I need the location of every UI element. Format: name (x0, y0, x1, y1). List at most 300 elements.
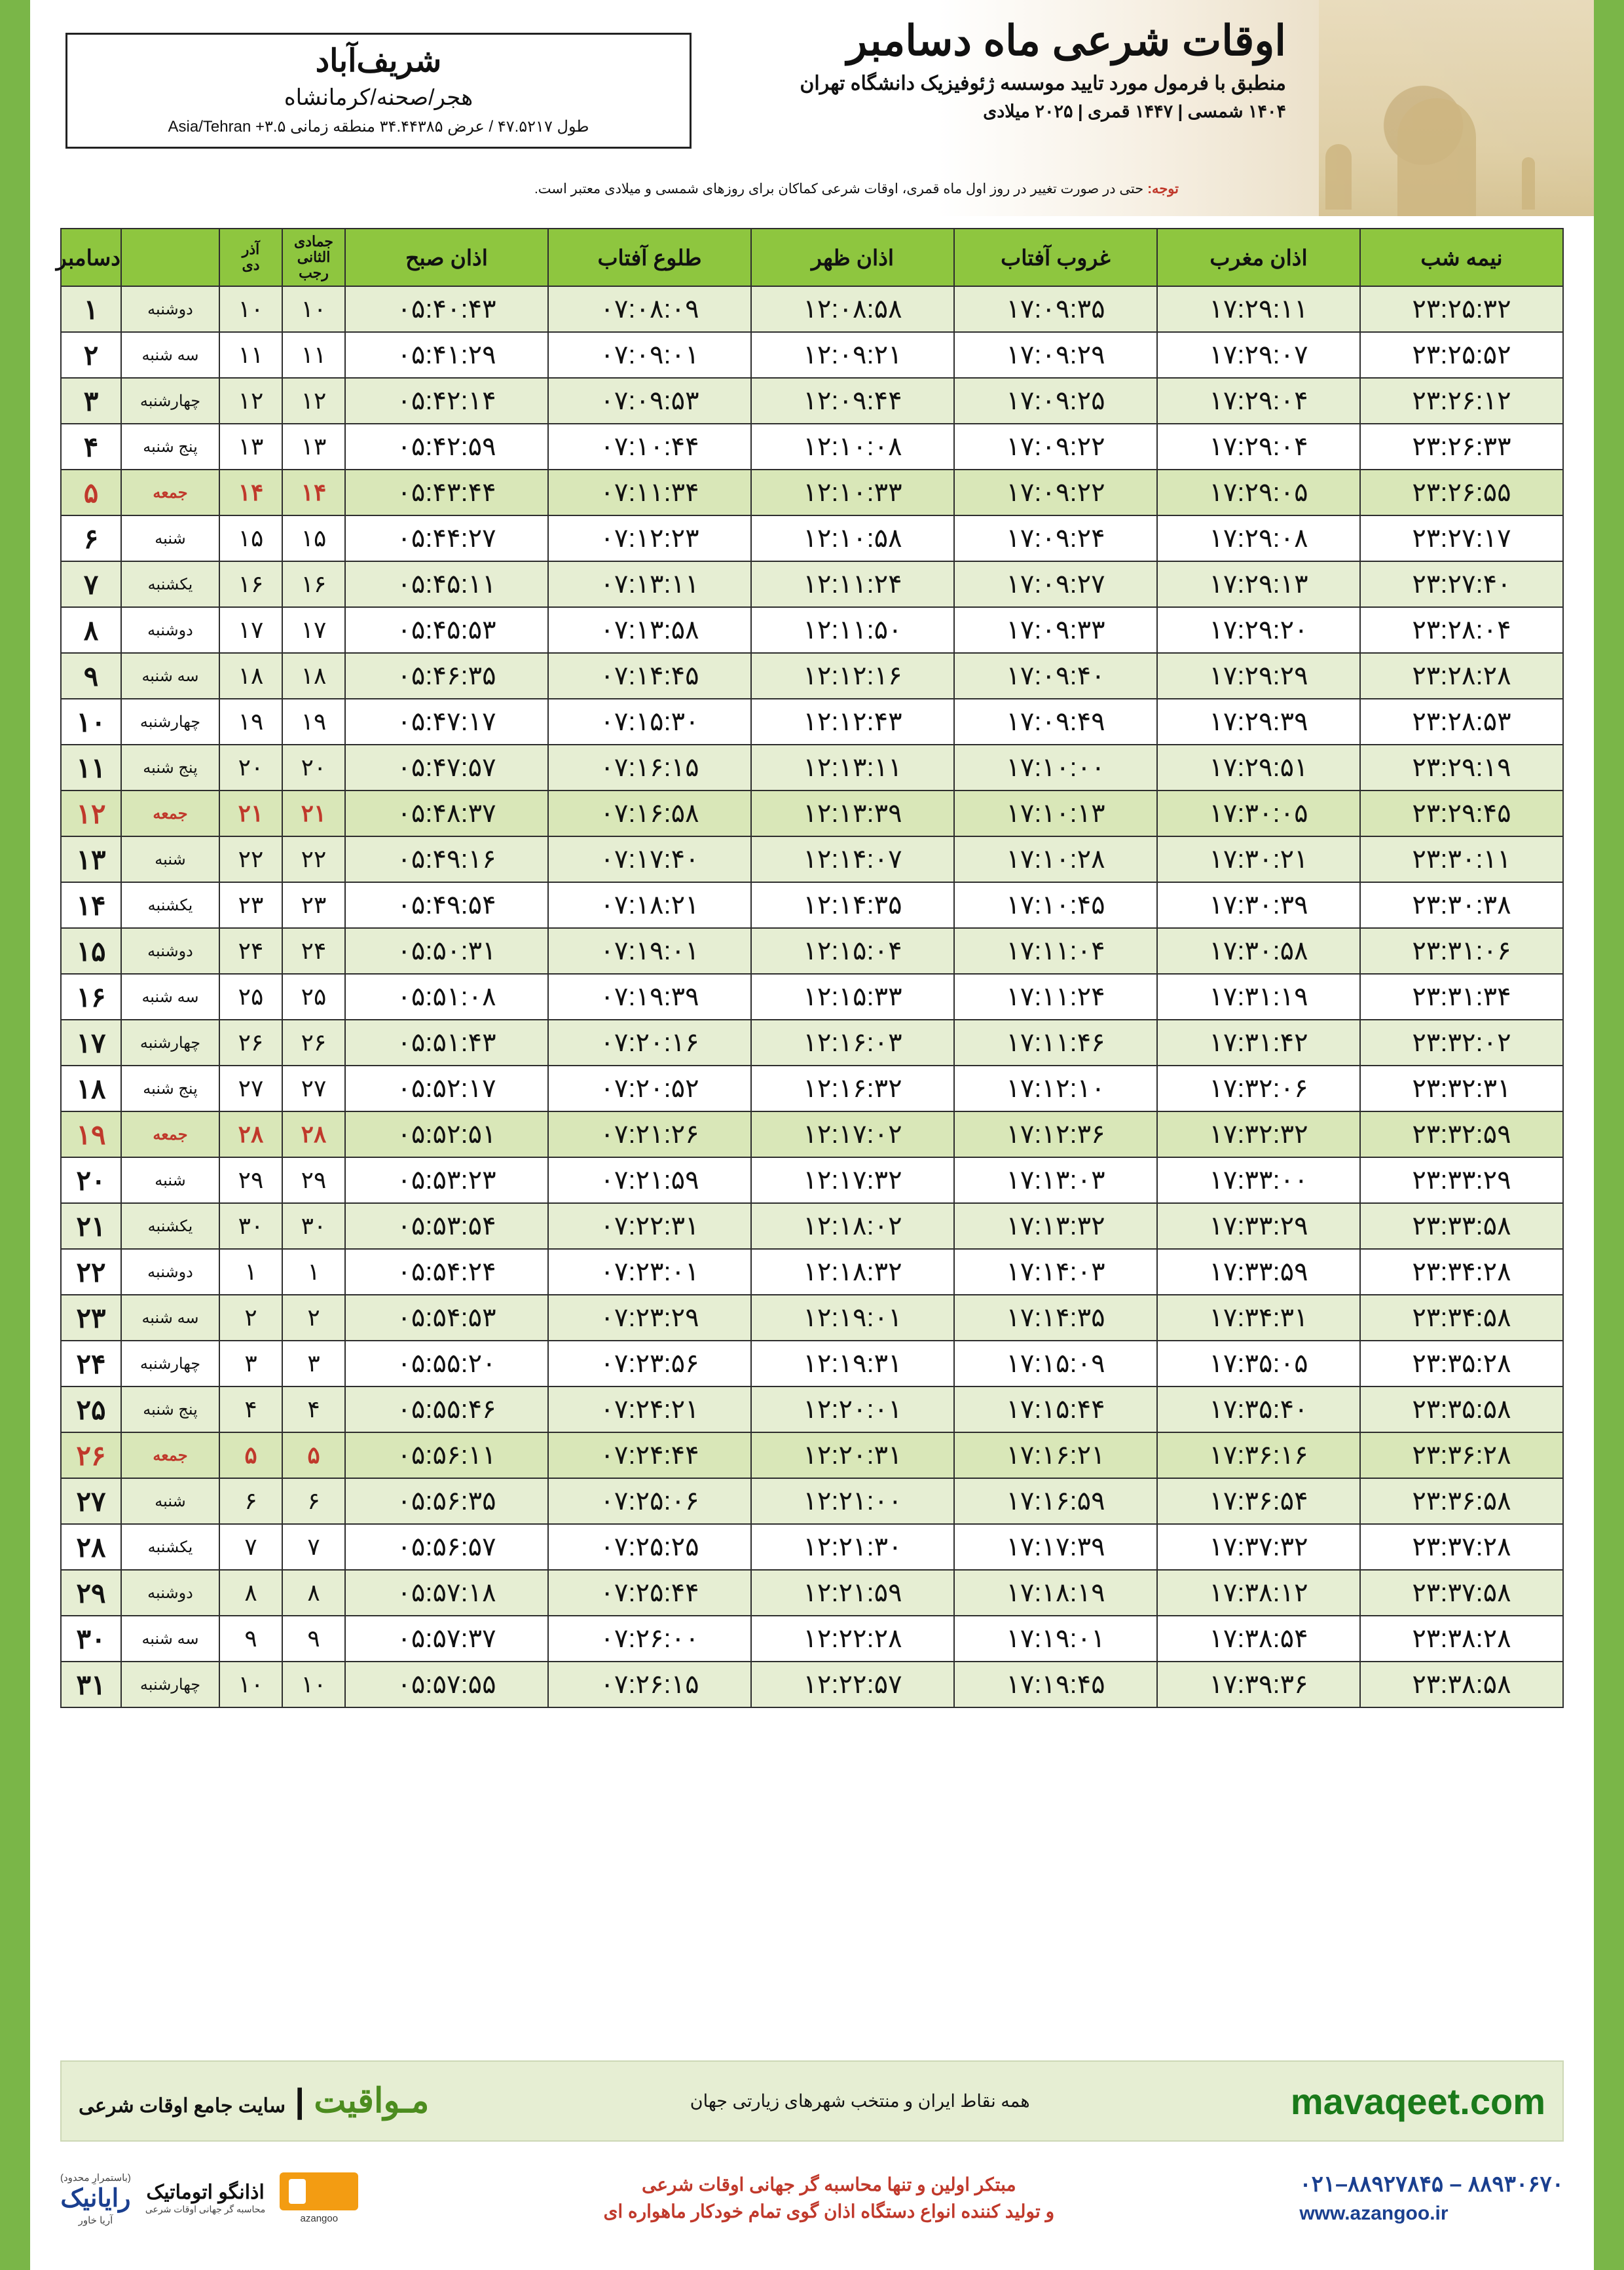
cell-fajr: ۰۵:۵۶:۳۵ (345, 1478, 548, 1524)
cell-sunrise: ۰۷:۲۱:۲۶ (548, 1111, 751, 1157)
cell-sunrise: ۰۷:۰۹:۰۱ (548, 332, 751, 378)
cell-shamsi: ۲۱ (219, 791, 282, 836)
city-info-box (65, 33, 692, 149)
cell-fajr: ۰۵:۴۲:۵۹ (345, 424, 548, 470)
cell-midnight: ۲۳:۳۶:۲۸ (1360, 1432, 1563, 1478)
cell-midnight: ۲۳:۳۲:۳۱ (1360, 1066, 1563, 1111)
cell-sunset: ۱۷:۱۱:۴۶ (954, 1020, 1157, 1066)
azangoo-website[interactable]: www.azangoo.ir (1299, 2203, 1449, 2224)
table-row (61, 1295, 1563, 1341)
cell-dhuhr: ۱۲:۲۲:۲۸ (751, 1616, 954, 1662)
cell-fajr: ۰۵:۴۳:۴۴ (345, 470, 548, 515)
col-hijri-shamsi (219, 229, 282, 286)
footer-banner (60, 2060, 1564, 2142)
cell-midnight: ۲۳:۲۶:۵۵ (1360, 470, 1563, 515)
cell-idx: ۲۲ (61, 1249, 121, 1295)
prayer-times-table-wrapper (56, 228, 1564, 1708)
phone-number: ۰۲۱–۸۸۹۲۷۸۴۵ – ۸۸۹۳۰۶۷۰ (1299, 2172, 1564, 2197)
cell-qamari: ۲۲ (282, 836, 345, 882)
cell-day: چهارشنبه (121, 378, 219, 424)
cell-day: پنج شنبه (121, 745, 219, 791)
cell-sunrise: ۰۷:۱۹:۳۹ (548, 974, 751, 1020)
cell-fajr: ۰۵:۴۹:۵۴ (345, 882, 548, 928)
col-fajr: اذان صبح (345, 229, 548, 286)
cell-midnight: ۲۳:۳۲:۵۹ (1360, 1111, 1563, 1157)
table-row (61, 1616, 1563, 1662)
cell-qamari: ۲ (282, 1295, 345, 1341)
cell-qamari: ۱ (282, 1249, 345, 1295)
table-row (61, 1066, 1563, 1111)
cell-qamari: ۱۵ (282, 515, 345, 561)
footer-brand-name: مـواقیت (314, 2082, 430, 2120)
cell-fajr: ۰۵:۴۰:۴۳ (345, 286, 548, 332)
website-link[interactable]: mavaqeet.com (1290, 2080, 1545, 2122)
cell-idx: ۱۰ (61, 699, 121, 745)
note-text: حتی در صورت تغییر در روز اول ماه قمری، اوقات شرعی کماکان برای روزهای شمسی و میلادی معتبر است. (534, 181, 1148, 196)
bottom-bar (60, 2152, 1564, 2244)
cell-qamari: ۲۷ (282, 1066, 345, 1111)
cell-sunrise: ۰۷:۲۶:۱۵ (548, 1662, 751, 1707)
cell-idx: ۶ (61, 515, 121, 561)
hijri-qamari-bottom: رجب (299, 265, 329, 282)
cell-maghrib: ۱۷:۳۰:۵۸ (1157, 928, 1360, 974)
cell-dhuhr: ۱۲:۱۲:۴۳ (751, 699, 954, 745)
mosque-illustration (1319, 0, 1594, 216)
cell-shamsi: ۱۰ (219, 286, 282, 332)
cell-sunset: ۱۷:۱۶:۵۹ (954, 1478, 1157, 1524)
table-body (61, 286, 1563, 1707)
cell-idx: ۹ (61, 653, 121, 699)
cell-sunrise: ۰۷:۱۵:۳۰ (548, 699, 751, 745)
cell-dhuhr: ۱۲:۰۸:۵۸ (751, 286, 954, 332)
cell-fajr: ۰۵:۴۵:۵۳ (345, 607, 548, 653)
cell-dhuhr: ۱۲:۱۵:۳۳ (751, 974, 954, 1020)
cell-sunrise: ۰۷:۲۳:۵۶ (548, 1341, 751, 1386)
cell-midnight: ۲۳:۲۸:۰۴ (1360, 607, 1563, 653)
cell-sunset: ۱۷:۰۹:۲۷ (954, 561, 1157, 607)
table-row (61, 1524, 1563, 1570)
cell-qamari: ۲۹ (282, 1157, 345, 1203)
cell-sunrise: ۰۷:۱۲:۲۳ (548, 515, 751, 561)
cell-sunset: ۱۷:۱۹:۴۵ (954, 1662, 1157, 1707)
cell-qamari: ۱۰ (282, 286, 345, 332)
cell-shamsi: ۲۰ (219, 745, 282, 791)
cell-maghrib: ۱۷:۲۹:۰۴ (1157, 378, 1360, 424)
cell-dhuhr: ۱۲:۱۱:۲۴ (751, 561, 954, 607)
cell-day: دوشنبه (121, 607, 219, 653)
table-row (61, 1157, 1563, 1203)
cell-day: شنبه (121, 1478, 219, 1524)
cell-day: دوشنبه (121, 286, 219, 332)
cell-idx: ۴ (61, 424, 121, 470)
cell-maghrib: ۱۷:۳۹:۳۶ (1157, 1662, 1360, 1707)
cell-sunset: ۱۷:۱۸:۱۹ (954, 1570, 1157, 1616)
cell-idx: ۱۵ (61, 928, 121, 974)
table-row (61, 928, 1563, 974)
rayanic-sub: آریا خاور (78, 2214, 113, 2226)
table-row (61, 836, 1563, 882)
cell-day: سه شنبه (121, 974, 219, 1020)
cell-fajr: ۰۵:۵۴:۵۳ (345, 1295, 548, 1341)
cell-maghrib: ۱۷:۲۹:۵۱ (1157, 745, 1360, 791)
cell-qamari: ۱۷ (282, 607, 345, 653)
cell-qamari: ۷ (282, 1524, 345, 1570)
cell-day: چهارشنبه (121, 1662, 219, 1707)
cell-dhuhr: ۱۲:۱۳:۱۱ (751, 745, 954, 791)
cell-shamsi: ۲۵ (219, 974, 282, 1020)
table-row (61, 607, 1563, 653)
cell-sunrise: ۰۷:۱۷:۴۰ (548, 836, 751, 882)
table-row (61, 332, 1563, 378)
cell-qamari: ۲۳ (282, 882, 345, 928)
cell-day: دوشنبه (121, 1570, 219, 1616)
cell-shamsi: ۱۹ (219, 699, 282, 745)
cell-day: پنج شنبه (121, 424, 219, 470)
cell-shamsi: ۱۰ (219, 1662, 282, 1707)
cell-fajr: ۰۵:۵۶:۱۱ (345, 1432, 548, 1478)
cell-sunrise: ۰۷:۱۰:۴۴ (548, 424, 751, 470)
cell-maghrib: ۱۷:۳۳:۲۹ (1157, 1203, 1360, 1249)
cell-dhuhr: ۱۲:۲۱:۰۰ (751, 1478, 954, 1524)
cell-maghrib: ۱۷:۳۰:۰۵ (1157, 791, 1360, 836)
cell-fajr: ۰۵:۴۲:۱۴ (345, 378, 548, 424)
azan-auto-logo (145, 2181, 265, 2215)
cell-sunset: ۱۷:۱۰:۱۳ (954, 791, 1157, 836)
cell-shamsi: ۸ (219, 1570, 282, 1616)
cell-maghrib: ۱۷:۲۹:۰۸ (1157, 515, 1360, 561)
col-midnight: نیمه شب (1360, 229, 1563, 286)
cell-dhuhr: ۱۲:۱۶:۳۲ (751, 1066, 954, 1111)
cell-fajr: ۰۵:۴۸:۳۷ (345, 791, 548, 836)
cell-sunrise: ۰۷:۲۵:۲۵ (548, 1524, 751, 1570)
cell-midnight: ۲۳:۲۹:۴۵ (1360, 791, 1563, 836)
cell-dhuhr: ۱۲:۱۷:۳۲ (751, 1157, 954, 1203)
cell-qamari: ۴ (282, 1386, 345, 1432)
note-line (65, 181, 1179, 197)
cell-sunset: ۱۷:۰۹:۲۲ (954, 470, 1157, 515)
table-row (61, 974, 1563, 1020)
cell-midnight: ۲۳:۲۵:۳۲ (1360, 286, 1563, 332)
table-row (61, 1386, 1563, 1432)
cell-idx: ۲۴ (61, 1341, 121, 1386)
logos-block (60, 2170, 358, 2226)
cell-midnight: ۲۳:۳۳:۲۹ (1360, 1157, 1563, 1203)
cell-fajr: ۰۵:۵۷:۱۸ (345, 1570, 548, 1616)
table-row (61, 470, 1563, 515)
table-row (61, 1203, 1563, 1249)
cell-qamari: ۳ (282, 1341, 345, 1386)
tagline-block (358, 2174, 1299, 2222)
cell-sunrise: ۰۷:۲۲:۳۱ (548, 1203, 751, 1249)
cell-day: چهارشنبه (121, 1341, 219, 1386)
cell-sunrise: ۰۷:۰۹:۵۳ (548, 378, 751, 424)
cell-midnight: ۲۳:۳۴:۲۸ (1360, 1249, 1563, 1295)
table-row (61, 1662, 1563, 1707)
cell-qamari: ۳۰ (282, 1203, 345, 1249)
page-subtitle: منطبق با فرمول مورد تایید موسسه ژئوفیزیک دانشگاه تهران (800, 72, 1286, 94)
cell-midnight: ۲۳:۳۱:۳۴ (1360, 974, 1563, 1020)
cell-idx: ۱۷ (61, 1020, 121, 1066)
city-region: هجر/صحنه/کرمانشاه (284, 85, 473, 110)
cell-sunset: ۱۷:۰۹:۳۳ (954, 607, 1157, 653)
cell-fajr: ۰۵:۵۲:۵۱ (345, 1111, 548, 1157)
col-weekday (121, 229, 219, 286)
cell-qamari: ۱۲ (282, 378, 345, 424)
cell-midnight: ۲۳:۳۵:۵۸ (1360, 1386, 1563, 1432)
azangoo-logo (280, 2172, 358, 2224)
cell-maghrib: ۱۷:۳۳:۵۹ (1157, 1249, 1360, 1295)
cell-qamari: ۱۴ (282, 470, 345, 515)
cell-sunset: ۱۷:۱۹:۰۱ (954, 1616, 1157, 1662)
cell-day: جمعه (121, 470, 219, 515)
cell-fajr: ۰۵:۵۰:۳۱ (345, 928, 548, 974)
cell-midnight: ۲۳:۲۶:۱۲ (1360, 378, 1563, 424)
table-row (61, 1570, 1563, 1616)
cell-maghrib: ۱۷:۲۹:۰۷ (1157, 332, 1360, 378)
cell-midnight: ۲۳:۲۹:۱۹ (1360, 745, 1563, 791)
table-row (61, 424, 1563, 470)
azangoo-logo-text: azangoo (300, 2212, 339, 2224)
cell-maghrib: ۱۷:۲۹:۰۴ (1157, 424, 1360, 470)
cell-midnight: ۲۳:۳۰:۱۱ (1360, 836, 1563, 882)
table-row (61, 515, 1563, 561)
cell-idx: ۸ (61, 607, 121, 653)
cell-idx: ۳۱ (61, 1662, 121, 1707)
cell-day: شنبه (121, 836, 219, 882)
cell-shamsi: ۱۲ (219, 378, 282, 424)
table-row (61, 1020, 1563, 1066)
col-gregorian: دسامبر (61, 229, 121, 286)
cell-sunset: ۱۷:۱۵:۰۹ (954, 1341, 1157, 1386)
cell-day: چهارشنبه (121, 1020, 219, 1066)
note-label: توجه: (1147, 181, 1179, 196)
cell-qamari: ۲۸ (282, 1111, 345, 1157)
cell-dhuhr: ۱۲:۱۲:۱۶ (751, 653, 954, 699)
cell-dhuhr: ۱۲:۲۰:۰۱ (751, 1386, 954, 1432)
cell-sunset: ۱۷:۱۰:۰۰ (954, 745, 1157, 791)
table-row (61, 1432, 1563, 1478)
footer-brand-desc: سایت جامع اوقات شرعی (79, 2095, 286, 2117)
cell-qamari: ۹ (282, 1616, 345, 1662)
cell-maghrib: ۱۷:۳۴:۳۱ (1157, 1295, 1360, 1341)
cell-sunset: ۱۷:۱۶:۲۱ (954, 1432, 1157, 1478)
cell-day: سه شنبه (121, 332, 219, 378)
cell-maghrib: ۱۷:۳۱:۱۹ (1157, 974, 1360, 1020)
table-row (61, 286, 1563, 332)
cell-sunrise: ۰۷:۱۳:۱۱ (548, 561, 751, 607)
azangoo-mark-icon (280, 2172, 358, 2210)
right-green-bar (1594, 0, 1624, 2270)
table-row (61, 1478, 1563, 1524)
table-row (61, 653, 1563, 699)
cell-day: یکشنبه (121, 1524, 219, 1570)
cell-idx: ۱۶ (61, 974, 121, 1020)
cell-sunset: ۱۷:۱۷:۳۹ (954, 1524, 1157, 1570)
cell-sunrise: ۰۷:۲۰:۱۶ (548, 1020, 751, 1066)
cell-day: جمعه (121, 791, 219, 836)
cell-day: دوشنبه (121, 928, 219, 974)
cell-fajr: ۰۵:۴۷:۱۷ (345, 699, 548, 745)
cell-sunset: ۱۷:۱۳:۰۳ (954, 1157, 1157, 1203)
cell-shamsi: ۲۳ (219, 882, 282, 928)
azan-auto-title: اذانگو اتوماتیک (146, 2182, 265, 2203)
cell-sunset: ۱۷:۱۵:۴۴ (954, 1386, 1157, 1432)
cell-qamari: ۲۴ (282, 928, 345, 974)
cell-day: یکشنبه (121, 882, 219, 928)
cell-midnight: ۲۳:۲۷:۱۷ (1360, 515, 1563, 561)
cell-idx: ۱۹ (61, 1111, 121, 1157)
cell-midnight: ۲۳:۳۳:۵۸ (1360, 1203, 1563, 1249)
cell-idx: ۱۱ (61, 745, 121, 791)
cell-maghrib: ۱۷:۳۲:۰۶ (1157, 1066, 1360, 1111)
cell-dhuhr: ۱۲:۱۳:۳۹ (751, 791, 954, 836)
cell-midnight: ۲۳:۲۵:۵۲ (1360, 332, 1563, 378)
cell-sunset: ۱۷:۰۹:۴۰ (954, 653, 1157, 699)
cell-fajr: ۰۵:۵۱:۴۳ (345, 1020, 548, 1066)
cell-shamsi: ۱۶ (219, 561, 282, 607)
cell-fajr: ۰۵:۵۵:۲۰ (345, 1341, 548, 1386)
cell-qamari: ۲۱ (282, 791, 345, 836)
cell-sunrise: ۰۷:۲۴:۲۱ (548, 1386, 751, 1432)
cell-qamari: ۱۶ (282, 561, 345, 607)
cell-maghrib: ۱۷:۳۲:۳۲ (1157, 1111, 1360, 1157)
cell-dhuhr: ۱۲:۱۰:۰۸ (751, 424, 954, 470)
table-row (61, 699, 1563, 745)
prayer-times-table (56, 228, 1564, 1708)
cell-idx: ۲۰ (61, 1157, 121, 1203)
cell-sunset: ۱۷:۰۹:۲۴ (954, 515, 1157, 561)
cell-idx: ۳۰ (61, 1616, 121, 1662)
cell-day: دوشنبه (121, 1249, 219, 1295)
cell-sunset: ۱۷:۰۹:۳۵ (954, 286, 1157, 332)
footer-brand-sep: | (285, 2082, 314, 2120)
cell-qamari: ۱۰ (282, 1662, 345, 1707)
cell-sunset: ۱۷:۱۴:۳۵ (954, 1295, 1157, 1341)
cell-maghrib: ۱۷:۳۱:۴۲ (1157, 1020, 1360, 1066)
cell-idx: ۲۵ (61, 1386, 121, 1432)
cell-midnight: ۲۳:۲۷:۴۰ (1360, 561, 1563, 607)
cell-sunrise: ۰۷:۲۵:۰۶ (548, 1478, 751, 1524)
page-title: اوقات شرعی ماه دسامبر (847, 17, 1286, 64)
cell-maghrib: ۱۷:۳۶:۱۶ (1157, 1432, 1360, 1478)
cell-shamsi: ۲۷ (219, 1066, 282, 1111)
cell-shamsi: ۲۶ (219, 1020, 282, 1066)
hijri-shamsi-bottom: دی (242, 257, 260, 273)
cell-sunrise: ۰۷:۲۱:۵۹ (548, 1157, 751, 1203)
cell-maghrib: ۱۷:۳۰:۲۱ (1157, 836, 1360, 882)
cell-sunset: ۱۷:۱۴:۰۳ (954, 1249, 1157, 1295)
cell-day: پنج شنبه (121, 1386, 219, 1432)
cell-idx: ۱ (61, 286, 121, 332)
cell-sunrise: ۰۷:۱۶:۱۵ (548, 745, 751, 791)
cell-midnight: ۲۳:۳۷:۲۸ (1360, 1524, 1563, 1570)
cell-qamari: ۲۶ (282, 1020, 345, 1066)
cell-fajr: ۰۵:۵۳:۵۴ (345, 1203, 548, 1249)
cell-fajr: ۰۵:۴۴:۲۷ (345, 515, 548, 561)
cell-dhuhr: ۱۲:۰۹:۴۴ (751, 378, 954, 424)
cell-midnight: ۲۳:۳۵:۲۸ (1360, 1341, 1563, 1386)
cell-day: شنبه (121, 1157, 219, 1203)
cell-sunset: ۱۷:۱۲:۳۶ (954, 1111, 1157, 1157)
cell-idx: ۱۲ (61, 791, 121, 836)
cell-idx: ۳ (61, 378, 121, 424)
cell-shamsi: ۲ (219, 1295, 282, 1341)
col-dhuhr: اذان ظهر (751, 229, 954, 286)
cell-sunrise: ۰۷:۲۰:۵۲ (548, 1066, 751, 1111)
cell-shamsi: ۲۸ (219, 1111, 282, 1157)
cell-midnight: ۲۳:۳۶:۵۸ (1360, 1478, 1563, 1524)
cell-shamsi: ۲۲ (219, 836, 282, 882)
rayanic-top-note: (باستمرارِ محدود) (60, 2172, 131, 2184)
cell-sunset: ۱۷:۱۱:۰۴ (954, 928, 1157, 974)
cell-midnight: ۲۳:۲۸:۵۳ (1360, 699, 1563, 745)
cell-fajr: ۰۵:۵۱:۰۸ (345, 974, 548, 1020)
cell-idx: ۲ (61, 332, 121, 378)
cell-midnight: ۲۳:۲۶:۳۳ (1360, 424, 1563, 470)
cell-idx: ۱۴ (61, 882, 121, 928)
cell-fajr: ۰۵:۵۲:۱۷ (345, 1066, 548, 1111)
cell-shamsi: ۱۵ (219, 515, 282, 561)
cell-day: سه شنبه (121, 653, 219, 699)
cell-midnight: ۲۳:۲۸:۲۸ (1360, 653, 1563, 699)
footer-slogan: همه نقاط ایران و منتخب شهرهای زیارتی جهان (690, 2091, 1030, 2111)
cell-midnight: ۲۳:۳۸:۲۸ (1360, 1616, 1563, 1662)
cell-idx: ۷ (61, 561, 121, 607)
cell-qamari: ۱۸ (282, 653, 345, 699)
table-header-row (56, 229, 1563, 286)
cell-maghrib: ۱۷:۳۷:۳۲ (1157, 1524, 1360, 1570)
cell-sunset: ۱۷:۱۰:۴۵ (954, 882, 1157, 928)
cell-day: چهارشنبه (121, 699, 219, 745)
cell-shamsi: ۱۴ (219, 470, 282, 515)
cell-shamsi: ۴ (219, 1386, 282, 1432)
cell-maghrib: ۱۷:۲۹:۳۹ (1157, 699, 1360, 745)
city-coordinates: طول ۴۷.۵۲۱۷ / عرض ۳۴.۴۴۳۸۵ منطقه زمانی Asia/Tehran +۳.۵ (168, 118, 589, 136)
cell-fajr: ۰۵:۴۶:۳۵ (345, 653, 548, 699)
cell-maghrib: ۱۷:۳۰:۳۹ (1157, 882, 1360, 928)
cell-sunset: ۱۷:۰۹:۲۵ (954, 378, 1157, 424)
cell-idx: ۱۳ (61, 836, 121, 882)
cell-midnight: ۲۳:۳۲:۰۲ (1360, 1020, 1563, 1066)
cell-dhuhr: ۱۲:۱۰:۵۸ (751, 515, 954, 561)
cell-fajr: ۰۵:۵۷:۵۵ (345, 1662, 548, 1707)
cell-maghrib: ۱۷:۲۹:۲۰ (1157, 607, 1360, 653)
cell-midnight: ۲۳:۳۴:۵۸ (1360, 1295, 1563, 1341)
cell-qamari: ۱۳ (282, 424, 345, 470)
cell-sunrise: ۰۷:۱۸:۲۱ (548, 882, 751, 928)
tagline-line1: مبتکر اولین و تنها محاسبه گر جهانی اوقات شرعی (642, 2174, 1016, 2195)
cell-shamsi: ۲۹ (219, 1157, 282, 1203)
cell-fajr: ۰۵:۵۶:۵۷ (345, 1524, 548, 1570)
cell-maghrib: ۱۷:۳۵:۰۵ (1157, 1341, 1360, 1386)
cell-idx: ۱۸ (61, 1066, 121, 1111)
cell-sunset: ۱۷:۱۲:۱۰ (954, 1066, 1157, 1111)
cell-sunrise: ۰۷:۲۵:۴۴ (548, 1570, 751, 1616)
cell-idx: ۲۳ (61, 1295, 121, 1341)
cell-qamari: ۸ (282, 1570, 345, 1616)
cell-fajr: ۰۵:۴۱:۲۹ (345, 332, 548, 378)
cell-shamsi: ۳ (219, 1341, 282, 1386)
cell-sunrise: ۰۷:۱۳:۵۸ (548, 607, 751, 653)
cell-dhuhr: ۱۲:۲۰:۳۱ (751, 1432, 954, 1478)
cell-day: جمعه (121, 1432, 219, 1478)
cell-midnight: ۲۳:۳۷:۵۸ (1360, 1570, 1563, 1616)
cell-idx: ۲۷ (61, 1478, 121, 1524)
cell-maghrib: ۱۷:۲۹:۰۵ (1157, 470, 1360, 515)
cell-sunset: ۱۷:۰۹:۲۲ (954, 424, 1157, 470)
table-row (61, 1341, 1563, 1386)
cell-shamsi: ۱۳ (219, 424, 282, 470)
